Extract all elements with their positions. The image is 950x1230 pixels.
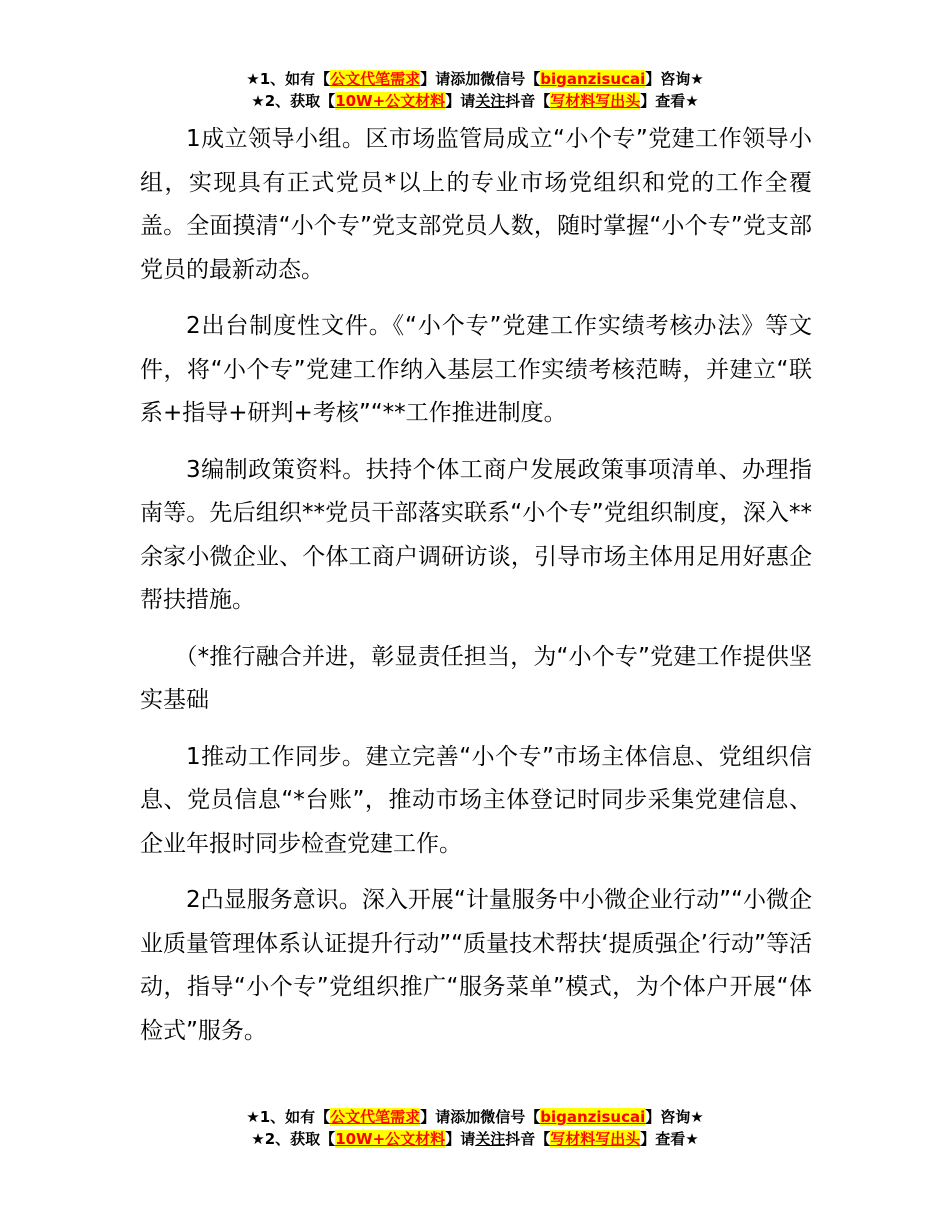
footer-line-2-text-g: 】查看★ <box>640 1130 699 1148</box>
footer-wechat-id-highlight: biganzisucai <box>540 1108 646 1126</box>
header-line-1-text-c: 】请添加微信号【 <box>420 70 541 88</box>
footer-line-2 <box>0 1128 950 1150</box>
footer-line-1-text-e: 】咨询★ <box>645 1108 704 1126</box>
douyin-account-highlight: 写材料写出头 <box>550 92 641 110</box>
paragraph-policy-documents: 2出台制度性文件。《“小个专”党建工作实绩考核办法》等文件，将“小个专”党建工作纳入基层工作实绩考核范畴，并建立“联系+指导+研判+考核”“**工作推进制度。 <box>140 313 812 426</box>
footer-douyin-account-highlight: 写材料写出头 <box>550 1130 641 1148</box>
document-body <box>140 118 812 1066</box>
paragraph-leading-group: 1成立领导小组。区市场监管局成立“小个专”党建工作领导小组，实现具有正式党员*以上的专业市场党组织和党的工作全覆盖。全面摸清“小个专”党支部党员人数，随时掌握“小个专”党支部党员的最新动态。 <box>140 126 812 283</box>
header-line-1-text-a: ★1、如有【 <box>246 70 331 88</box>
footer-banner <box>0 1106 950 1150</box>
header-banner <box>0 68 950 112</box>
footer-line-1 <box>0 1106 950 1128</box>
ghostwriting-highlight: 公文代笔需求 <box>330 70 421 88</box>
footer-line-2-text-a: ★2、获取【 <box>251 1130 336 1148</box>
footer-follow-underlined: 关注 <box>475 1130 506 1148</box>
paragraph-service-awareness: 2凸显服务意识。深入开展“计量服务中小微企业行动”“小微企业质量管理体系认证提升行动”“质量技术帮扶‘提质强企’行动”等活动，指导“小个专”党组织推广“服务菜单”模式，为个体户开展“体检式”服务。 <box>140 887 812 1044</box>
paragraph-policy-materials: 3编制政策资料。扶持个体工商户发展政策事项清单、办理指南等。先后组织**党员干部落实联系“小个专”党组织制度，深入**余家小微企业、个体工商户调研访谈，引导市场主体用足用好惠企帮扶措施。 <box>140 456 812 613</box>
header-line-1-text-e: 】咨询★ <box>645 70 704 88</box>
footer-line-1-text-a: ★1、如有【 <box>246 1108 331 1126</box>
header-line-2-text-e: 抖音【 <box>505 92 551 110</box>
header-line-2-text-a: ★2、获取【 <box>251 92 336 110</box>
materials-highlight: 10W+公文材料 <box>335 92 446 110</box>
footer-materials-highlight: 10W+公文材料 <box>335 1130 446 1148</box>
paragraph-work-sync: 1推动工作同步。建立完善“小个专”市场主体信息、党组织信息、党员信息“*台账”，推动市场主体登记时同步采集党建信息、企业年报时同步检查党建工作。 <box>140 743 812 857</box>
header-line-2-text-c: 】请 <box>445 92 476 110</box>
footer-line-2-text-e: 抖音【 <box>505 1130 551 1148</box>
wechat-id-highlight: biganzisucai <box>540 70 646 88</box>
section-heading: （*推行融合并进，彰显责任担当，为“小个专”党建工作提供坚实基础 <box>140 643 812 713</box>
header-line-1 <box>0 68 950 90</box>
follow-underlined: 关注 <box>475 92 506 110</box>
header-line-2 <box>0 90 950 112</box>
header-line-2-text-g: 】查看★ <box>640 92 699 110</box>
footer-line-1-text-c: 】请添加微信号【 <box>420 1108 541 1126</box>
footer-line-2-text-c: 】请 <box>445 1130 476 1148</box>
footer-ghostwriting-highlight: 公文代笔需求 <box>330 1108 421 1126</box>
